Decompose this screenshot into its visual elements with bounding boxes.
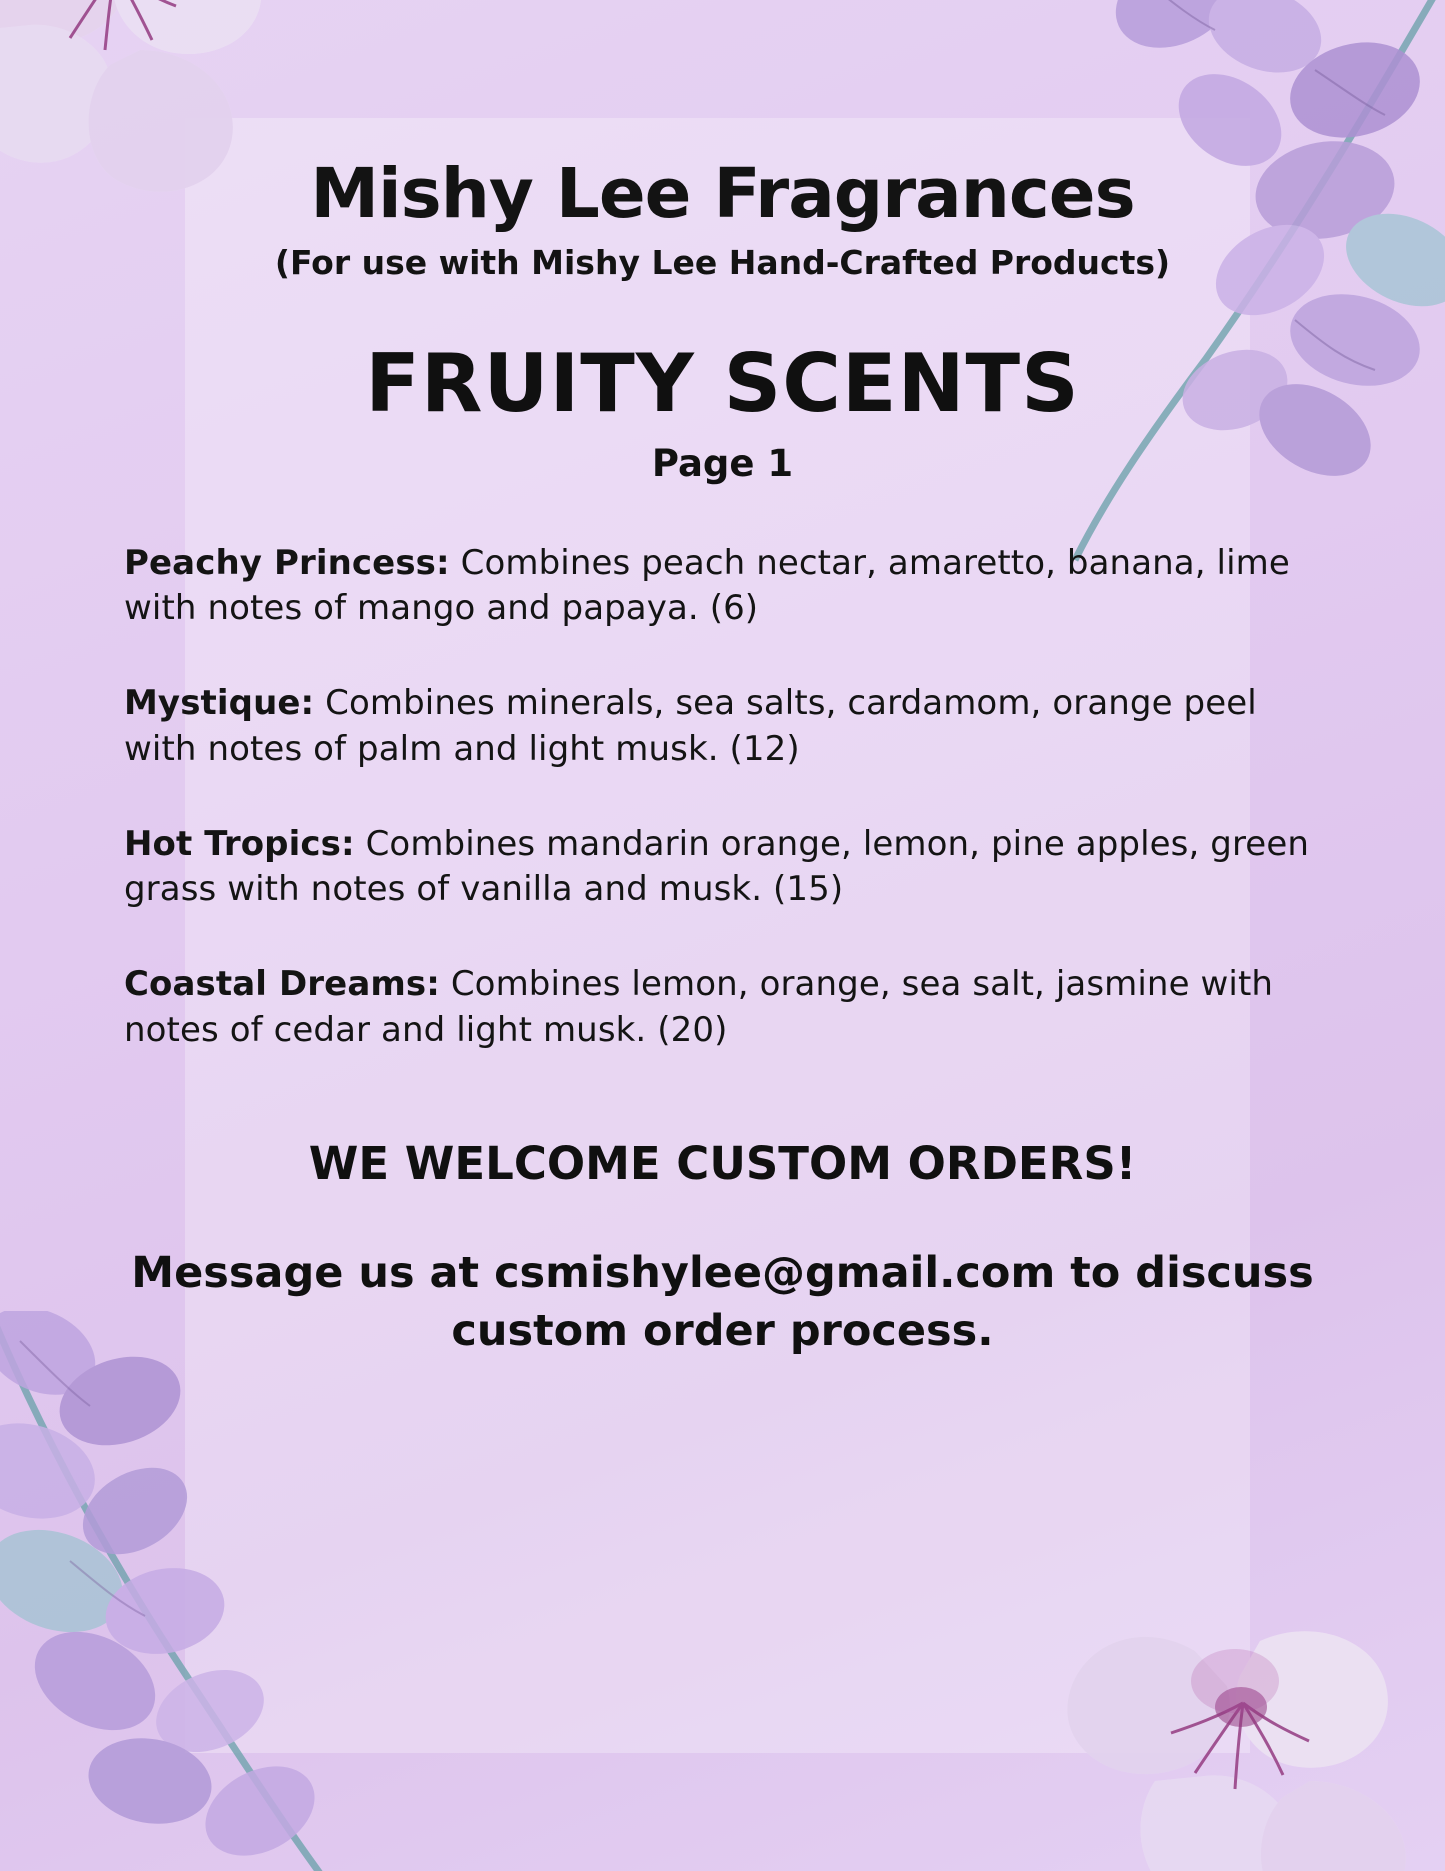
scent-name: Mystique: [124,683,315,724]
scent-description: Combines lemon, orange, sea salt, jasmine with notes of cedar and light musk. (20) [124,964,1274,1050]
scent-name: Coastal Dreams: [124,964,440,1005]
scent-description: Combines peach nectar, amaretto, banana, lime with notes of mango and papaya. (6) [124,543,1290,629]
category-title: FRUITY SCENTS [365,337,1080,430]
page-number: Page 1 [651,442,794,485]
scent-list [120,541,1325,1053]
list-item [124,681,1325,771]
list-item [124,822,1325,912]
scent-description: Combines minerals, sea salts, cardamom, orange peel with notes of palm and light musk. (12) [124,683,1257,769]
scent-name: Hot Tropics: [124,823,355,864]
page-subtitle: (For use with Mishy Lee Hand-Crafted Products) [274,243,1171,282]
list-item [124,962,1325,1052]
custom-orders-callout: WE WELCOME CUSTOM ORDERS! [308,1136,1137,1190]
page-title: Mishy Lee Fragrances [310,154,1135,234]
contact-info: Message us at csmishylee@gmail.com to discuss custom order process. [131,1247,1314,1356]
scent-description: Combines mandarin orange, lemon, pine apples, green grass with notes of vanilla and musk. (15) [124,823,1309,910]
list-item [124,541,1325,631]
scent-name: Peachy Princess: [124,543,450,583]
